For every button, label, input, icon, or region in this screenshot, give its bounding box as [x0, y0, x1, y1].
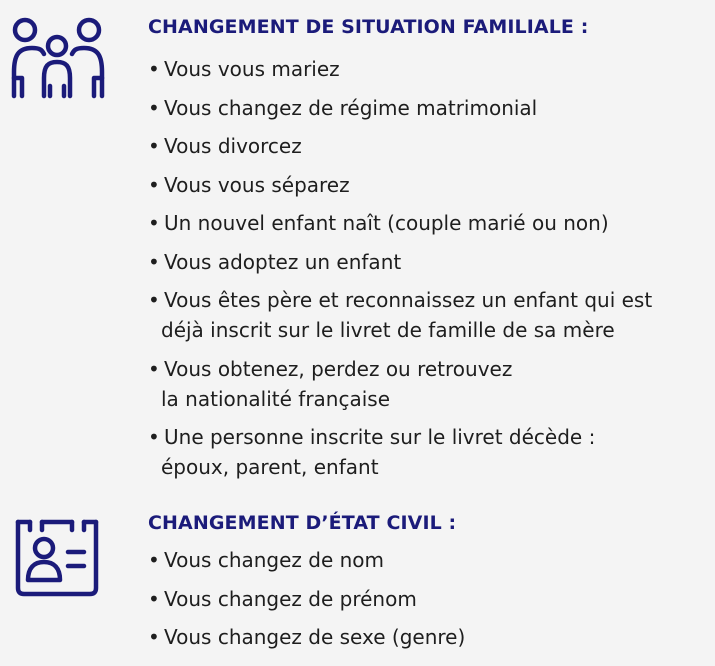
list-item: • Vous adoptez un enfant — [148, 249, 402, 274]
civil-status-change-list — [148, 545, 465, 661]
id-card-icon — [10, 510, 104, 602]
list-item: • Une personne inscrite sur le livret décède : époux, parent, enfant — [148, 425, 596, 479]
list-item: • Vous vous séparez — [148, 172, 350, 197]
list-item: • Vous changez de nom — [148, 548, 385, 572]
list-item: • Vous changez de sexe (genre) — [148, 625, 466, 649]
family-change-list — [148, 54, 652, 491]
section-title: CHANGEMENT D’ÉTAT CIVIL : — [148, 512, 457, 534]
list-item: • Vous changez de prénom — [148, 586, 417, 611]
section-title: CHANGEMENT DE SITUATION FAMILIALE : — [148, 16, 589, 38]
list-item: • Vous divorcez — [148, 134, 302, 158]
list-item: • Un nouvel enfant naît (couple marié ou non) — [148, 211, 609, 235]
family-icon — [10, 16, 106, 100]
list-item: • Vous changez de régime matrimonial — [148, 95, 538, 120]
list-item: • Vous vous mariez — [148, 57, 340, 81]
list-item: • Vous obtenez, perdez ou retrouvez la nationalité française — [148, 356, 513, 411]
list-item: • Vous êtes père et reconnaissez un enfant qui est déjà inscrit sur le livret de famille de sa mère — [148, 288, 653, 342]
